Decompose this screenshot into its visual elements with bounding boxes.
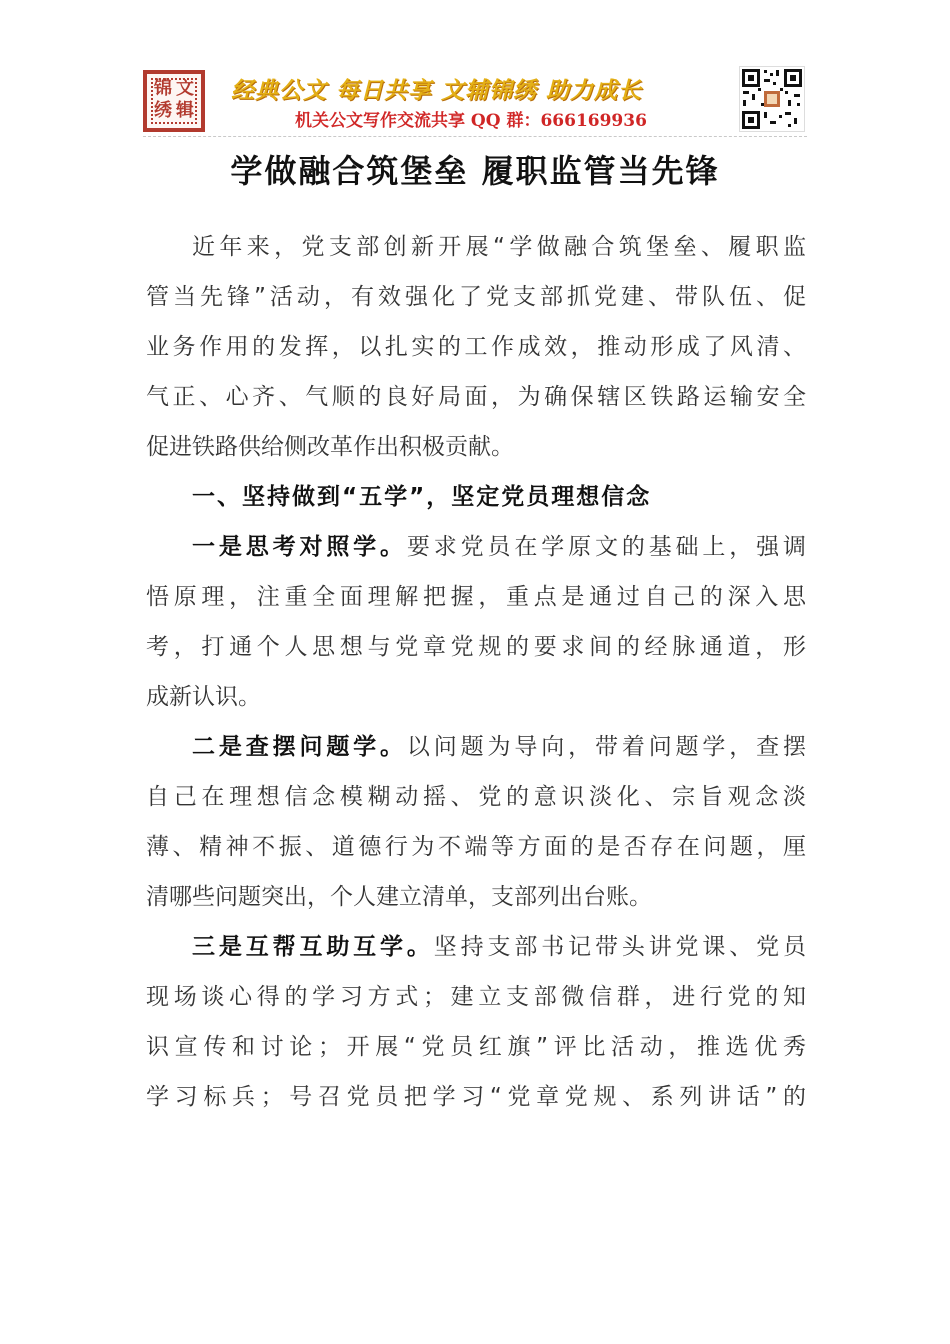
paragraph-line: 业务作用的发挥，以扎实的工作成效，推动形成了风清、 <box>146 334 806 360</box>
qr-code-icon <box>739 66 805 132</box>
item-text: 要求党员在学原文的基础上，强调 <box>406 534 807 560</box>
header-divider <box>143 136 807 137</box>
item-lead: 三是互帮互助互学。 <box>192 934 434 960</box>
seal-char: 绣 <box>154 100 172 121</box>
paragraph-line <box>192 929 806 965</box>
item-lead: 二是查摆问题学。 <box>192 734 407 760</box>
paragraph-line: 现场谈心得的学习方式；建立支部微信群，进行党的知 <box>146 984 806 1010</box>
item-text: 以问题为导向，带着问题学，查摆 <box>406 734 807 760</box>
paragraph-line: 薄、精神不振、道德行为不端等方面的是否存在问题，厘 <box>146 834 806 860</box>
paragraph-line: 自己在理想信念模糊动摇、党的意识淡化、宗旨观念淡 <box>146 784 806 810</box>
paragraph-line: 促进铁路供给侧改革作出积极贡献。 <box>146 434 514 460</box>
paragraph-line: 考，打通个人思想与党章党规的要求间的经脉通道，形 <box>146 634 806 660</box>
seal-logo-icon <box>143 70 205 132</box>
banner-slogan: 经典公文 每日共享 文辅锦绣 助力成长 <box>231 78 643 104</box>
paragraph-line: 悟原理，注重全面理解把握，重点是通过自己的深入思 <box>146 584 806 610</box>
seal-char: 辑 <box>176 100 194 121</box>
item-text: 坚持支部书记带头讲党课、党员 <box>433 934 807 960</box>
paragraph-line: 清哪些问题突出，个人建立清单，支部列出台账。 <box>146 884 652 910</box>
header-banner <box>143 66 807 136</box>
paragraph-line: 近年来，党支部创新开展“学做融合筑堡垒、履职监 <box>192 234 806 260</box>
seal-char: 文 <box>176 78 194 99</box>
item-lead: 一是思考对照学。 <box>192 534 407 560</box>
paragraph-line: 学习标兵；号召党员把学习“党章党规、系列讲话”的 <box>146 1084 806 1110</box>
paragraph-line: 成新认识。 <box>146 684 261 710</box>
paragraph-line: 识宣传和讨论；开展“党员红旗”评比活动，推选优秀 <box>146 1034 806 1060</box>
paragraph-line: 管当先锋”活动，有效强化了党支部抓党建、带队伍、促 <box>146 284 806 310</box>
qq-group-line: 机关公文写作交流共享 QQ 群：666169936 <box>295 111 647 131</box>
document-title: 学做融合筑堡垒 履职监管当先锋 <box>230 152 720 190</box>
paragraph-line: 气正、心齐、气顺的良好局面，为确保辖区铁路运输安全 <box>146 384 806 410</box>
seal-char: 锦 <box>154 78 172 99</box>
paragraph-line <box>192 729 806 765</box>
paragraph-line <box>192 529 806 565</box>
section-heading: 一、坚持做到“五学”，坚定党员理想信念 <box>192 484 652 510</box>
